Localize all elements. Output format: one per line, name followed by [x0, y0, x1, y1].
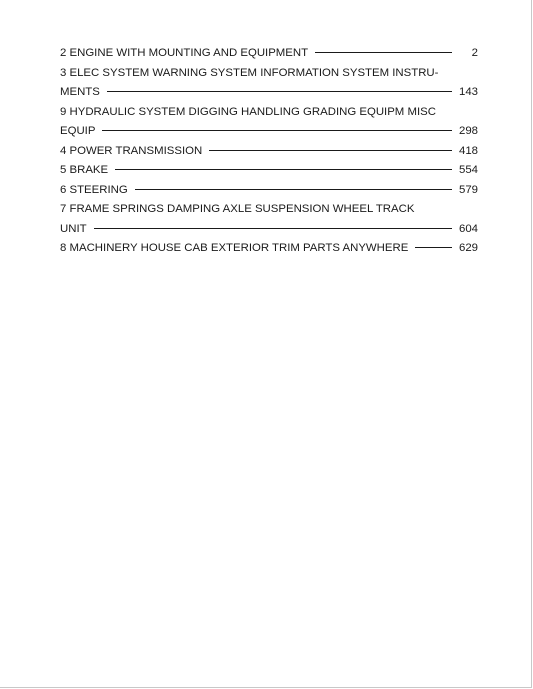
toc-entry-elec-system-line-1[interactable]	[60, 64, 478, 84]
toc-entry-title: 3 ELEC SYSTEM WARNING SYSTEM INFORMATION SYSTEM INSTRU-	[60, 66, 439, 79]
toc-leader-line	[115, 169, 452, 170]
toc-entry-title: 5 BRAKE	[60, 164, 109, 176]
toc-leader-line	[315, 52, 452, 53]
toc-leader-line	[102, 130, 452, 131]
toc-entry-title-continued: MENTS	[60, 86, 100, 98]
toc-leader-line	[415, 247, 452, 248]
toc-entry-title: 8 MACHINERY HOUSE CAB EXTERIOR TRIM PARTS ANYWHERE	[60, 242, 409, 254]
toc-entry-title-continued: UNIT	[60, 222, 87, 235]
toc-leader-line	[94, 228, 452, 229]
toc-page-number: 554	[458, 164, 478, 176]
toc-entry-brake[interactable]	[60, 161, 478, 181]
toc-entry-hydraulic-line-1[interactable]	[60, 103, 478, 123]
toc-entry-elec-system-line-2[interactable]	[60, 83, 478, 103]
toc-entry-machinery-house[interactable]	[60, 239, 478, 259]
toc-entry-frame-line-1[interactable]	[60, 200, 478, 220]
toc-page-number: 143	[458, 86, 478, 98]
toc-entry-title: 6 STEERING	[60, 183, 128, 196]
toc-page-number: 418	[458, 144, 478, 157]
toc-entry-title: 2 ENGINE WITH MOUNTING AND EQUIPMENT	[60, 47, 309, 59]
toc-entry-steering[interactable]	[60, 181, 478, 201]
toc-entry-title: 4 POWER TRANSMISSION	[60, 144, 203, 157]
toc-entry-frame-line-2[interactable]	[60, 220, 478, 240]
toc-page-number: 604	[458, 222, 478, 235]
toc-page-number: 2	[471, 47, 478, 59]
toc-page-number: 298	[458, 125, 478, 137]
toc-leader-line	[135, 189, 452, 190]
toc-entry-power-transmission[interactable]	[60, 142, 478, 162]
toc-entry-title-continued: EQUIP	[60, 125, 96, 137]
toc-leader-line	[209, 150, 452, 151]
toc-page-number: 579	[458, 183, 478, 196]
toc-entry-hydraulic-line-2[interactable]	[60, 122, 478, 142]
toc-page-number: 629	[458, 242, 478, 254]
toc-entry-title: 9 HYDRAULIC SYSTEM DIGGING HANDLING GRADING EQUIPM MISC	[60, 105, 436, 118]
table-of-contents	[60, 44, 478, 259]
toc-entry-engine[interactable]	[60, 44, 478, 64]
toc-leader-line	[107, 91, 452, 92]
toc-entry-title: 7 FRAME SPRINGS DAMPING AXLE SUSPENSION WHEEL TRACK	[60, 203, 415, 215]
